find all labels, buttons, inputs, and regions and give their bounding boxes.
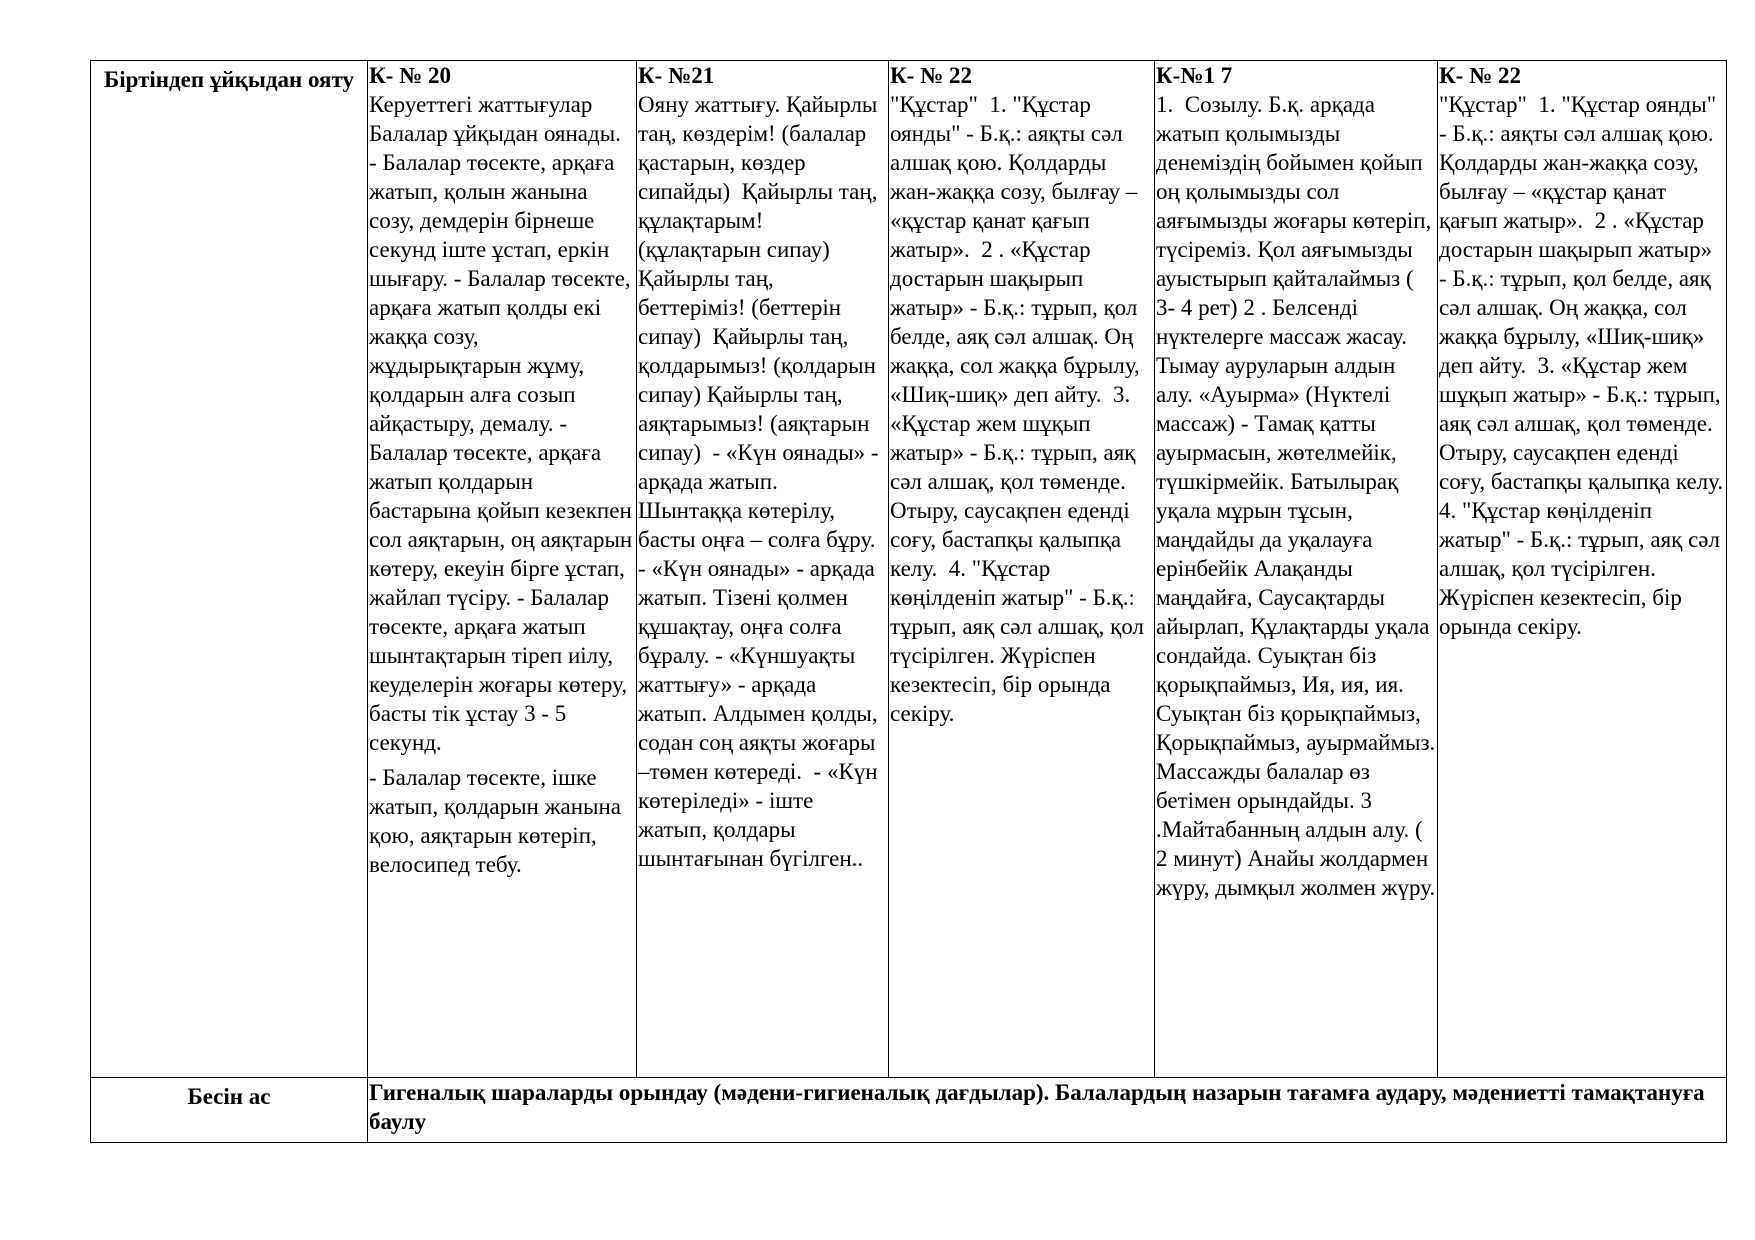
cell-k21 — [637, 61, 889, 1078]
row-label-wakeup — [91, 61, 368, 1078]
cell-title: К- № 22 — [1439, 63, 1521, 88]
lunch-description-text: Гигеналық шараларды орындау (мәдени-гигиеналық дағдылар). Балалардың назарын тағамға аудару, мәдениетті тамақтануға баулу — [369, 1080, 1705, 1134]
cell-k22-b — [1438, 61, 1735, 1078]
cell-title: К-№1 7 — [1156, 63, 1233, 88]
schedule-table — [90, 60, 1735, 1143]
cell-k22-a — [889, 61, 1155, 1078]
table-row-lunch — [91, 1078, 1727, 1143]
cell-title: К- № 22 — [890, 63, 972, 88]
cell-paragraph: "Құстар" 1. "Құстар оянды" - Б.қ.: аяқты сәл алшақ қою. Қолдарды жан-жаққа созу, былғау – «құстар қанат қағып жатыр». 2 . «Құстар достарын шақырып жатыр» - Б.қ.: тұрып, қол белде, аяқ сәл алшақ. Оң жаққа, сол жаққа бұрылу, «Шиқ-шиқ» деп айту. 3. «Құстар жем шұқып жатыр» - Б.қ.: тұрып, аяқ сәл алшақ, қол төменде. Отыру, саусақпен еденді соғу, бастапқы қалыпқа келу. 4. "Құстар көңілденіп жатыр" - Б.қ.: тұрып, аяқ сәл алшақ, қол түсірілген. Жүріспен кезектесіп, бір орында секіру. — [890, 92, 1150, 726]
cell-paragraph: - Балалар төсекте, ішке жатып, қолдарын жанына қою, аяқтарын көтеріп, велосипед тебу. — [369, 765, 627, 877]
cell-paragraph: Керуеттегі жаттығулар Балалар ұйқыдан оянады. - Балалар төсекте, арқаға жатып, қолын жанына созу, демдерін бірнеше секунд іште ұстап, еркін шығару. - Балалар төсекте, арқаға жатып қолды екі жаққа созу, жұдырықтарын жұму, қолдарын алға созып айқастыру, демалу. - Балалар төсекте, арқаға жатып қолдарын бастарына қойып кезекпен сол аяқтарын, оң аяқтарын көтеру, екеуін бірге ұстап, жайлап түсіру. - Балалар төсекте, арқаға жатып шынтақтарын тіреп иілу, кеуделерін жоғары көтеру, басты тік ұстау 3 - 5 секунд. — [369, 92, 638, 755]
cell-paragraph: "Құстар" 1. "Құстар оянды" - Б.қ.: аяқты сәл алшақ қою. Қолдарды жан-жаққа созу, былғау – «құстар қанат қағып жатыр». 2 . «Құстар достарын шақырып жатыр» - Б.қ.: тұрып, қол белде, аяқ сәл алшақ. Оң жаққа, сол жаққа бұрылу, «Шиқ-шиқ» деп айту. 3. «Құстар жем шұқып жатыр» - Б.қ.: тұрып, аяқ сәл алшақ, қол төменде. Отыру, саусақпен еденді соғу, бастапқы қалыпқа келу. 4. "Құстар көңілденіп жатыр" - Б.қ.: тұрып, аяқ сәл алшақ, қол түсірілген. Жүріспен кезектесіп, бір орында секіру. — [1439, 92, 1735, 639]
cell-k20 — [368, 61, 637, 1078]
row-label-wakeup-text: Біртіндеп ұйқыдан ояту — [104, 67, 354, 92]
row-label-lunch — [91, 1078, 368, 1143]
lunch-description — [368, 1078, 1727, 1143]
cell-paragraph: 1. Созылу. Б.қ. арқада жатып қолымызды денеміздің бойымен қойып оң қолымызды сол аяғымызды жоғары көтеріп, түсіреміз. Қол аяғымызды ауыстырып қайталаймыз ( 3- 4 рет) 2 . Белсенді нүктелерге массаж жасау. Тымау ауруларын алдын алу. «Ауырма» (Нүктелі массаж) - Тамақ қатты ауырмасын, жөтелмейік, түшкірмейік. Батылырақ уқала мұрын тұсын, маңдайды да уқалауға ерінбейік Алақанды маңдайға, Саусақтарды айырлап, Құлақтарды уқала сондайда. Суықтан біз қорықпаймыз, Ия, ия, ия. Суықтан біз қорықпаймыз, Қорықпаймыз, ауырмаймыз. Массажды балалар өз бетімен орындайды. 3 .Майтабанның алдын алу. ( 2 минут) Анайы жолдармен жүру, дымқыл жолмен жүру. — [1156, 92, 1442, 900]
cell-paragraph: Ояну жаттығу. Қайырлы таң, көздерім! (балалар қастарын, көздер сипайды) Қайырлы таң, құлақтарым! (құлақтарын сипау) Қайырлы таң, беттеріміз! (беттерін сипау) Қайырлы таң, қолдарымыз! (қолдарын сипау) Қайырлы таң, аяқтарымыз! (аяқтарын сипау) - «Күн оянады» - арқада жатып. Шынтаққа көтерілу, басты оңға – солға бұру. - «Күн оянады» - арқада жатып. Тізені қолмен құшақтау, оңға солға бұралу. - «Күншуақты жаттығу» - арқада жатып. Алдымен қолды, содан соң аяқты жоғары –төмен көтереді. - «Күн көтеріледі» - іште жатып, қолдары шынтағынан бүгілген.. — [638, 92, 887, 871]
table-row-wakeup — [91, 61, 1727, 1078]
row-label-lunch-text: Бесін ас — [187, 1084, 271, 1109]
cell-title: К- № 20 — [369, 63, 451, 88]
cell-title: К- №21 — [638, 63, 715, 88]
cell-k17 — [1155, 61, 1442, 1078]
